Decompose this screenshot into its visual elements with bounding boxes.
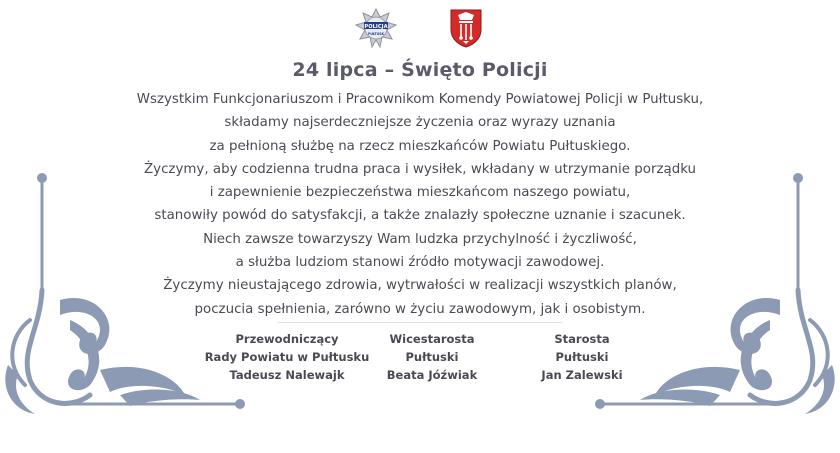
police-badge-label: POLICJA <box>364 23 388 30</box>
body-line: Życzymy, aby codzienna trudna praca i wysiłek, wkładany w utrzymanie porządku <box>143 161 697 177</box>
signature-organization: Pułtuski <box>555 350 609 364</box>
body-line: Wszystkim Funkcjonariuszom i Pracownikom Komendy Powiatowej Policji w Pułtusku, <box>136 92 704 107</box>
signature-title: Starosta <box>554 332 610 346</box>
coat-of-arms-icon <box>449 8 483 48</box>
body-line: a służba ludziom stanowi źródło motywacji zawodowej. <box>235 255 605 271</box>
body-line: Niech zawsze towarzyszy Wam ludzka przychylność i życzliwość, <box>203 231 637 247</box>
signature-name: Jan Zalewski <box>541 368 623 382</box>
body-line: za pełnioną służbę na rzecz mieszkańców Powiatu Pułtuskiego. <box>209 138 631 154</box>
signature-name: Beata Jóźwiak <box>386 368 478 382</box>
signature-title: Przewodniczący <box>235 332 339 346</box>
signature-starost <box>482 330 682 384</box>
signature-title: Wicestarosta <box>389 332 475 346</box>
body-line: poczucia spełnienia, zarówno w życiu zawodowym, jak i osobistym. <box>194 301 646 317</box>
signature-organization: Rady Powiatu w Pułtusku <box>204 350 370 364</box>
police-badge-sublabel: PUŁTUSK <box>368 32 384 36</box>
divider <box>278 322 562 323</box>
body-line: stanowiły powód do satysfakcji, a także znalazły społeczne uznanie i szacunek. <box>154 208 686 224</box>
body-line: składamy najserdeczniejsze życzenia oraz wyrazy uznania <box>224 115 616 131</box>
header-logos <box>0 6 840 50</box>
greeting-body <box>100 88 740 321</box>
body-line: i zapewnienie bezpieczeństwa mieszkańcom naszego powiatu, <box>209 185 631 201</box>
signature-organization: Pułtuski <box>405 350 459 364</box>
page-title: 24 lipca – Święto Policji <box>292 59 548 81</box>
police-badge-icon <box>355 8 397 48</box>
body-line: Życzymy nieustającego zdrowia, wytrwałości w realizacji wszystkich planów, <box>163 278 677 294</box>
signature-name: Tadeusz Nalewajk <box>229 368 345 382</box>
